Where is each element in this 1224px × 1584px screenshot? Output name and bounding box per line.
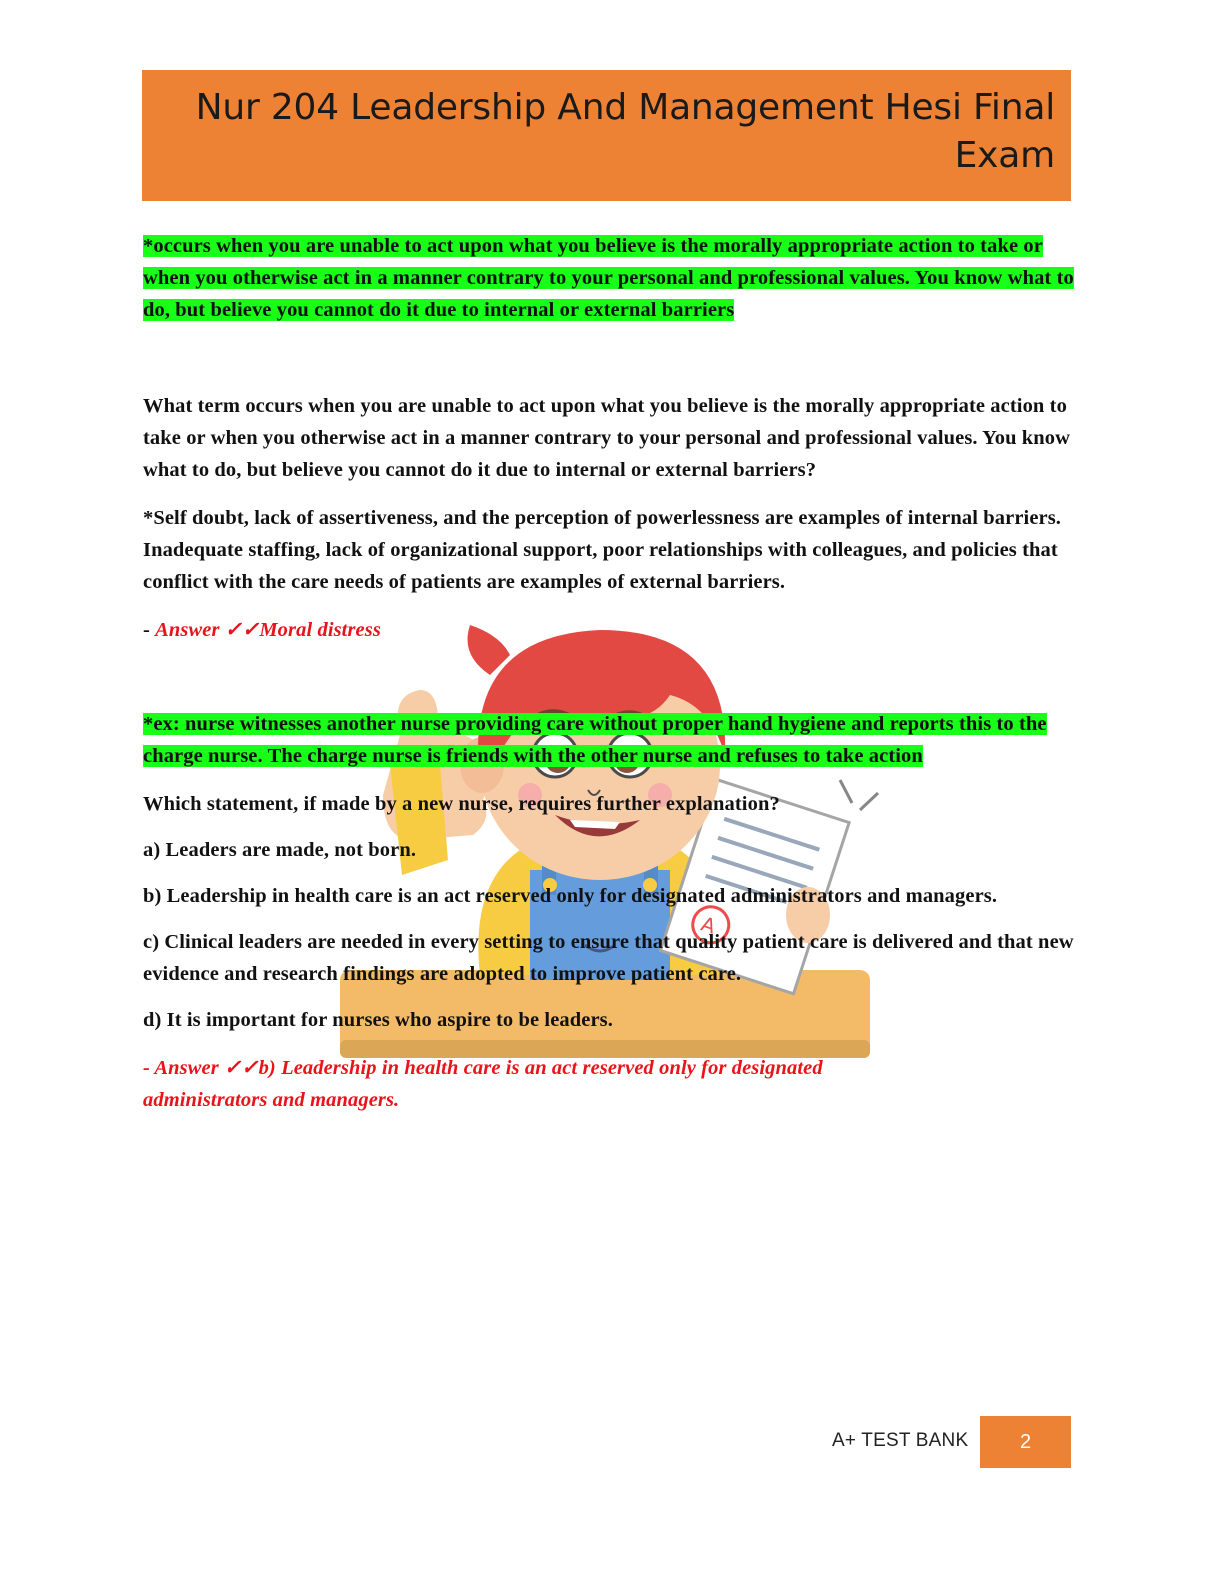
answer-2: - Answer ✓✓b) Leadership in health care is an act reserved only for designated administrators and managers. (143, 1057, 823, 1111)
footer-label: A+ TEST BANK (832, 1430, 969, 1451)
document-body (143, 230, 1078, 1116)
page-title: Nur 204 Leadership And Management Hesi Final Exam (195, 87, 1055, 176)
option-a: a) Leaders are made, not born. (143, 839, 417, 861)
question-2: Which statement, if made by a new nurse, requires further explanation? (143, 793, 780, 815)
option-c: c) Clinical leaders are needed in every setting to ensure that quality patient care is delivered and that new evidence and research findings are adopted to improve patient care. (143, 931, 1074, 985)
answer-1: - Answer ✓✓Moral distress (143, 619, 381, 641)
highlighted-definition: *occurs when you are unable to act upon what you believe is the morally appropriate action to take or when you otherwise act in a manner contrary to your personal and professional values. You know what to do, but believe you cannot do it due to internal or external barriers (143, 235, 1074, 321)
title-banner (142, 70, 1071, 201)
question-1: What term occurs when you are unable to act upon what you believe is the morally appropriate action to take or when you otherwise act in a manner contrary to your personal and professional values. You know what to do, but believe you cannot do it due to internal or external barriers? (143, 395, 1071, 481)
option-d: d) It is important for nurses who aspire to be leaders. (143, 1009, 613, 1031)
explanation-1: *Self doubt, lack of assertiveness, and the perception of powerlessness are examples of internal barriers. Inadequate staffing, lack of organizational support, poor relationships with colleagues, and policies that conflict with the care needs of patients are examples of external barriers. (143, 507, 1062, 593)
option-b: b) Leadership in health care is an act reserved only for designated administrators and managers. (143, 885, 998, 907)
svg-text:A: A (698, 911, 719, 939)
highlighted-example: *ex: nurse witnesses another nurse providing care without proper hand hygiene and reports this to the charge nurse. The charge nurse is friends with the other nurse and refuses to take action (143, 713, 1047, 767)
page-number: 2 (980, 1416, 1071, 1468)
